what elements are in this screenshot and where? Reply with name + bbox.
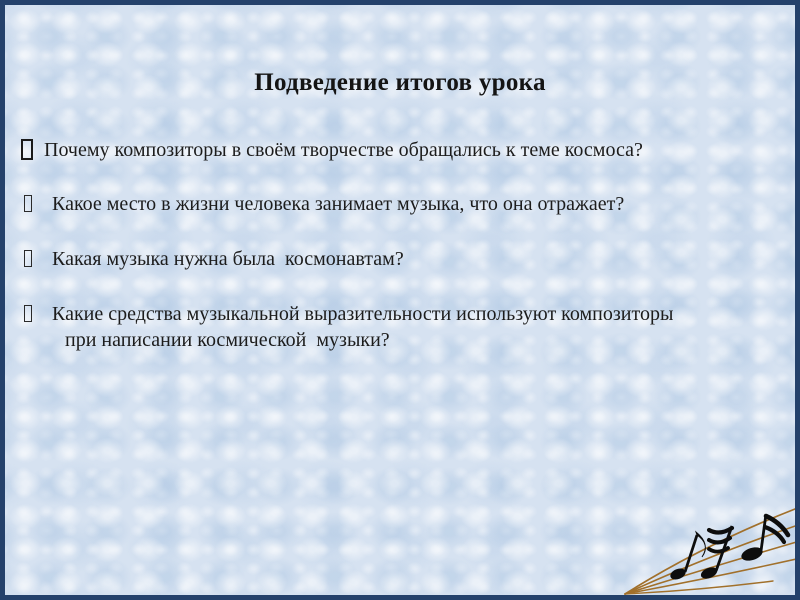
bullet-item (44, 138, 764, 162)
bullet-text: Какая музыка нужна была космонавтам? (52, 248, 404, 270)
bullet-text: Какое место в жизни человека занимает музыка, что она отражает? (52, 193, 625, 215)
bullet-box-glyph (24, 250, 32, 267)
bullet-item (52, 301, 772, 353)
bullet-text-line2: при написании космической музыки? (65, 329, 390, 351)
bullet-item (52, 247, 772, 271)
bullet-text-line1: Какие средства музыкальной выразительности используют композиторы (52, 303, 674, 325)
bullet-box-glyph (24, 195, 32, 212)
slide-title (5, 69, 795, 97)
bullet-item (52, 192, 772, 216)
bullet-text: Почему композиторы в своём творчестве обращались к теме космоса? (44, 139, 643, 161)
music-notes-icon (603, 485, 800, 600)
bullet-box-glyph (24, 305, 32, 322)
slide-title-text: Подведение итогов урока (254, 69, 546, 96)
bullet-box-glyph (21, 139, 33, 160)
